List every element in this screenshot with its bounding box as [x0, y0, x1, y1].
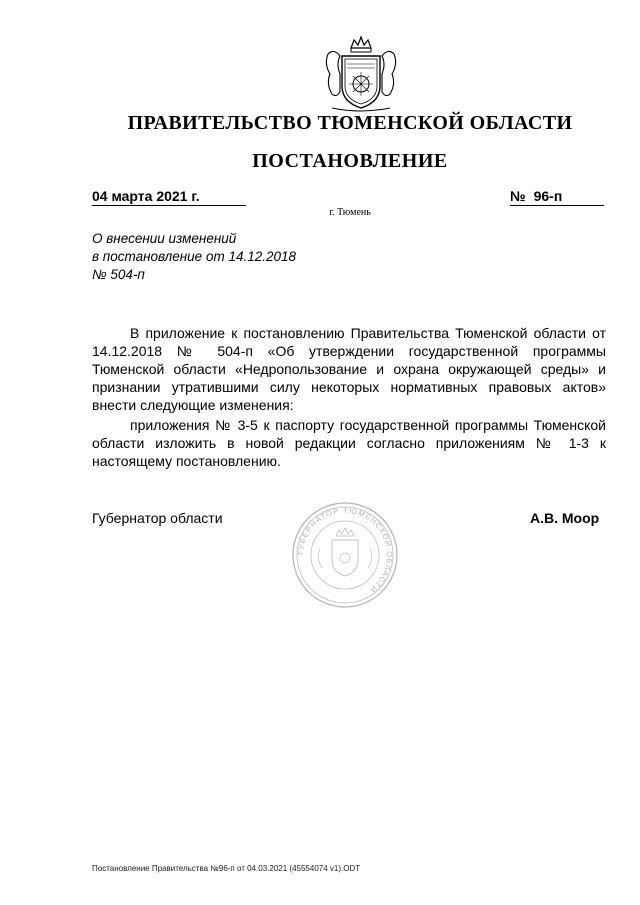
signer-position: Губернатор области: [92, 510, 223, 526]
signer-name: А.В. Моор: [530, 510, 600, 526]
document-subject: [92, 230, 296, 284]
document-number: 96-п: [533, 188, 563, 204]
body-paragraph-2: приложения № 3-5 к паспорту государственной программы Тюменской области изложить в новой редакции согласно приложениям № 1-3 к настоящему постановлению.: [92, 417, 606, 469]
svg-text:ГУБЕРНАТОР ТЮМЕНСКОЙ ОБЛАСТИ: [296, 506, 394, 595]
document-footer: Постановление Правительства №96-п от 04.03.2021 (45554074 v1).ODT: [92, 864, 361, 873]
body-paragraph-1: В приложение к постановлению Правительства Тюменской области от 14.12.2018 № 504-п «Об утверждении государственной программы Тюменской области «Недропользование и охрана окружающей среды» и признании утратившими силу некоторых нормативных правовых актов» внести следующие изменения:: [92, 325, 606, 413]
official-seal-icon: [290, 500, 400, 610]
seal-text: ГУБЕРНАТОР ТЮМЕНСКОЙ ОБЛАСТИ: [295, 505, 395, 595]
document-type-title: ПОСТАНОВЛЕНИЕ: [252, 150, 448, 172]
document-number-field: [510, 188, 604, 206]
document-city: г. Тюмень: [329, 207, 371, 218]
document-date: 04 марта 2021 г.: [92, 188, 246, 206]
number-sign: №: [510, 188, 526, 204]
document-body: [92, 324, 606, 470]
subject-line-1: О внесении изменений: [92, 231, 237, 246]
government-title: ПРАВИТЕЛЬСТВО ТЮМЕНСКОЙ ОБЛАСТИ: [127, 112, 573, 134]
subject-line-2: в постановление от 14.12.2018: [92, 249, 297, 264]
subject-line-3: № 504-п: [92, 267, 145, 282]
coat-of-arms-icon: [318, 34, 404, 114]
